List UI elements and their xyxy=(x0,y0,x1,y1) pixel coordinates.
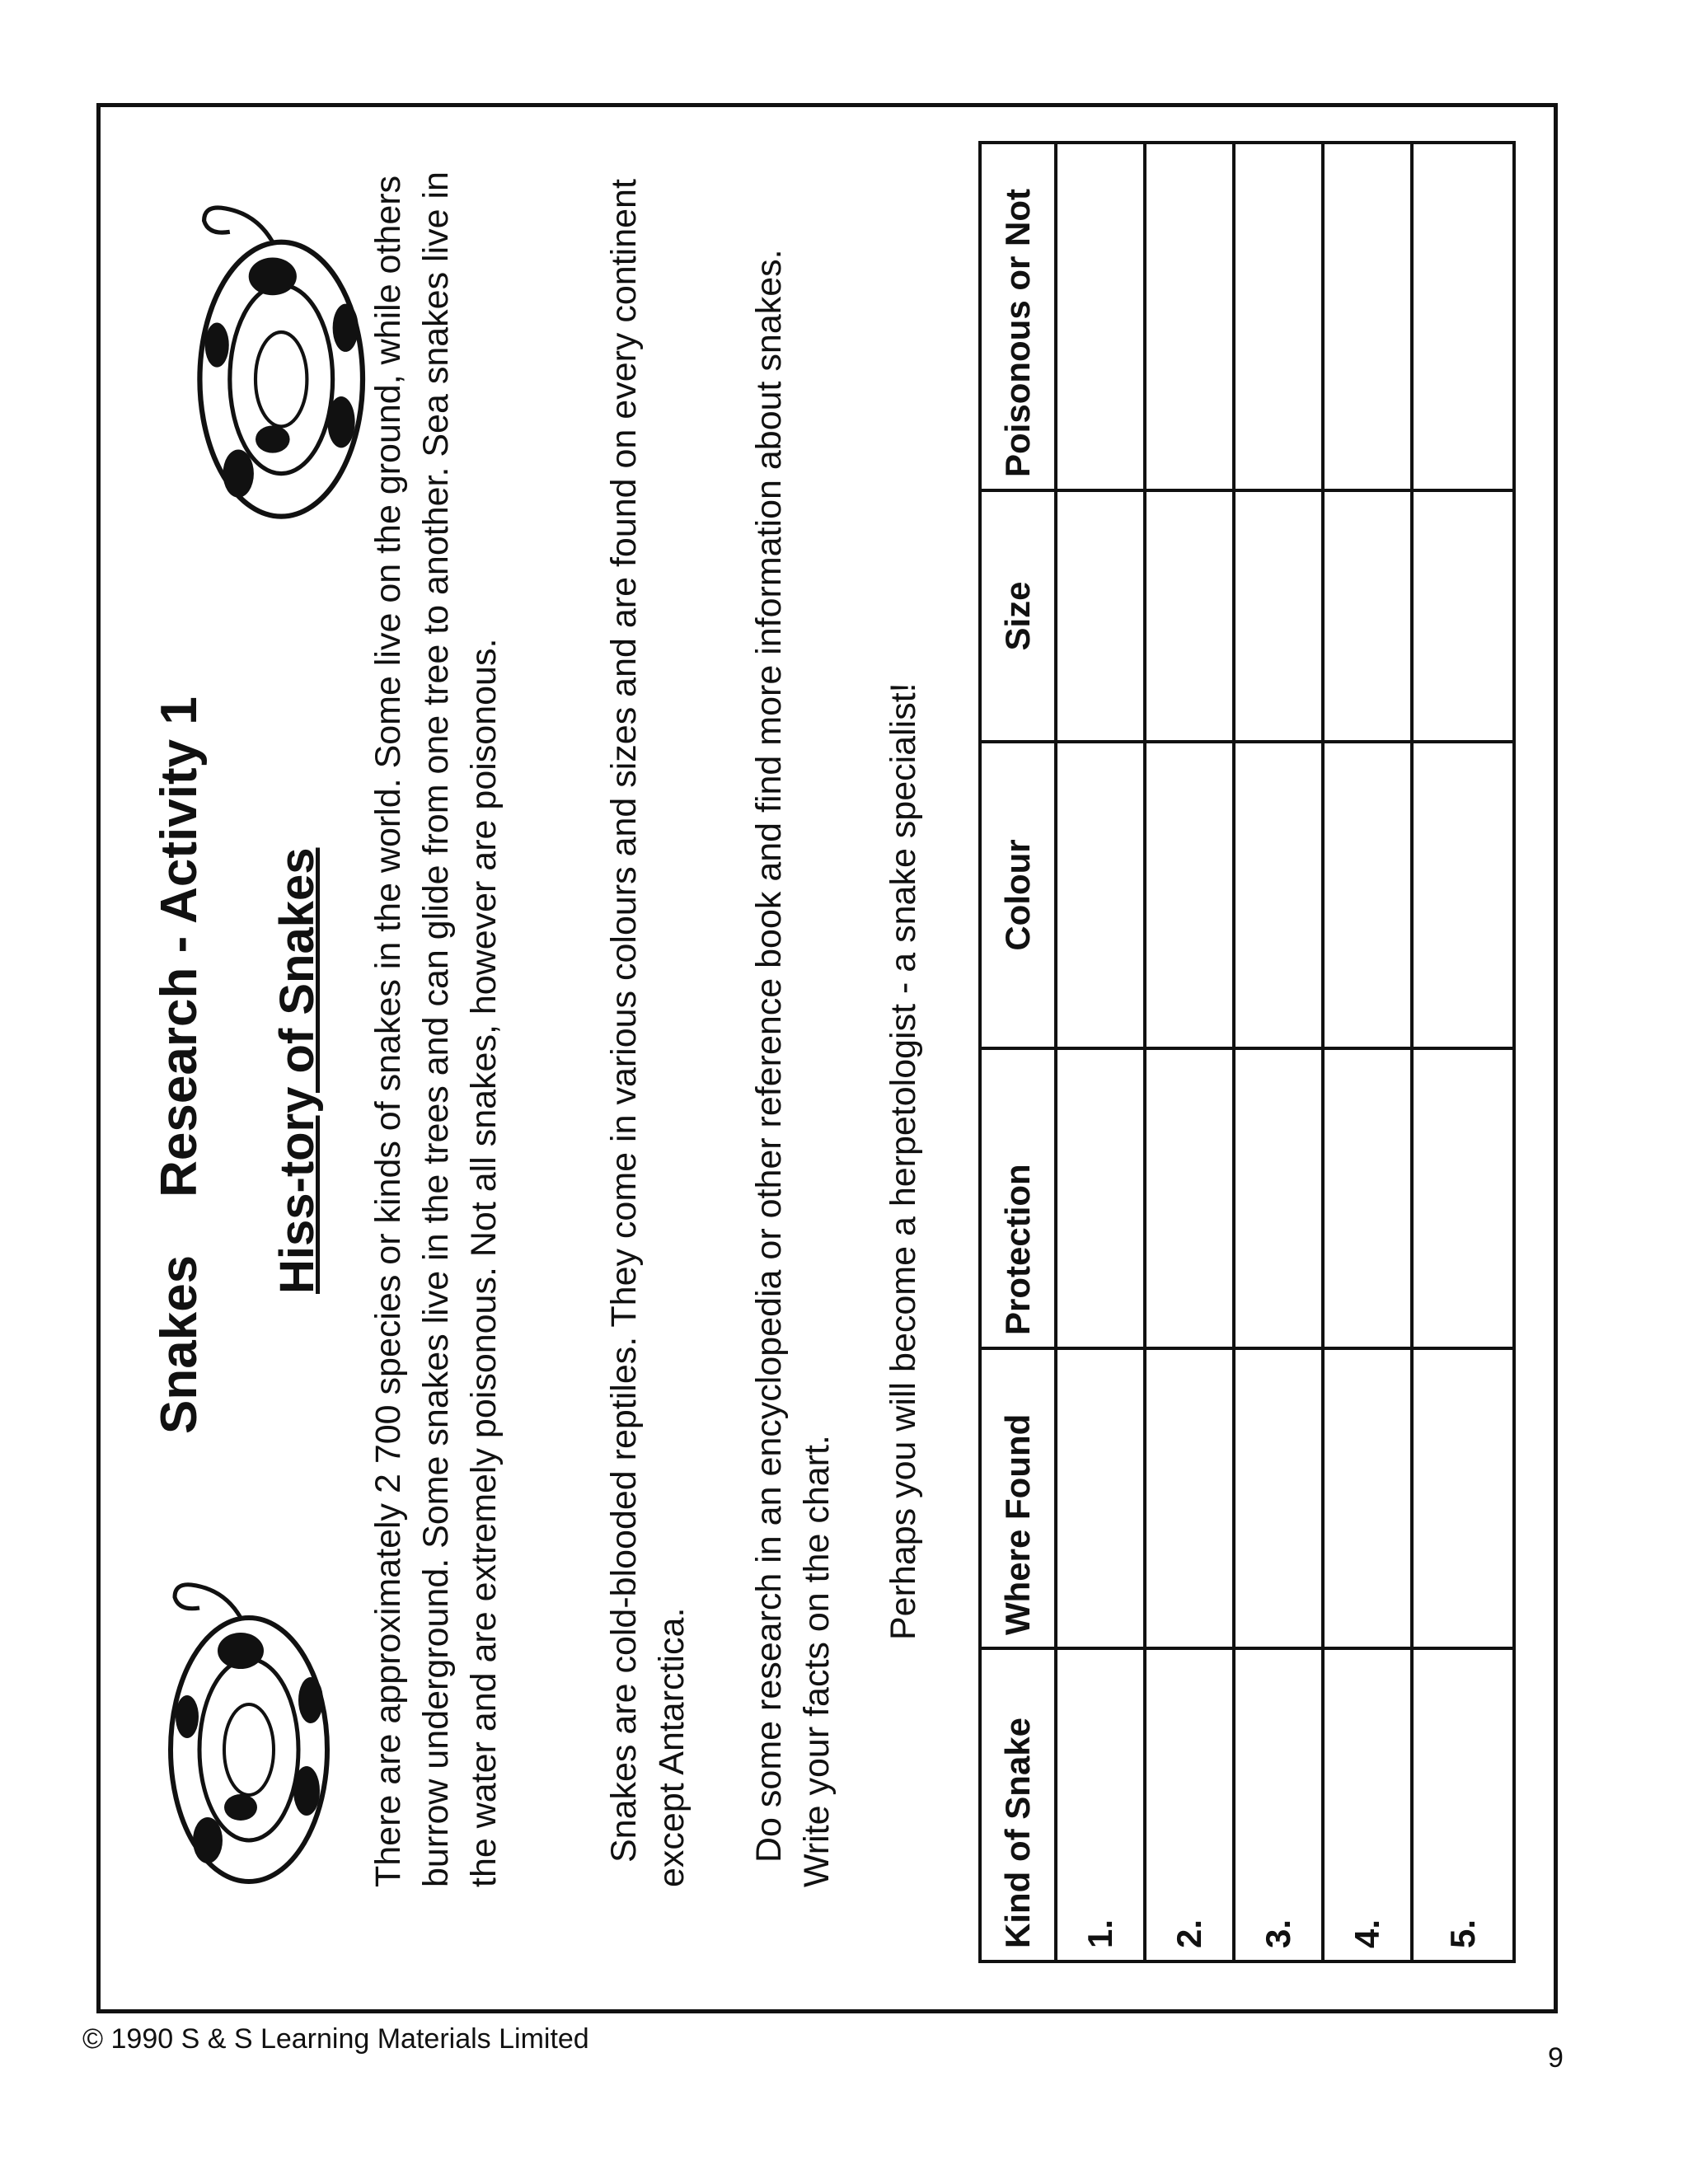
table-row xyxy=(1056,143,1145,1961)
cell[interactable] xyxy=(1234,1048,1323,1348)
header-where-found: Where Found xyxy=(980,1348,1056,1648)
table-header-row xyxy=(980,143,1056,1961)
cell[interactable] xyxy=(1145,1048,1234,1348)
row-number: 3. xyxy=(1234,1648,1323,1961)
header-kind: Kind of Snake xyxy=(980,1648,1056,1961)
cell[interactable] xyxy=(1412,742,1514,1048)
cell[interactable] xyxy=(1145,143,1234,490)
cell[interactable] xyxy=(1323,143,1412,490)
intro-paragraph: There are approximately 2 700 species or kinds of snakes in the world. Some live on the ground, while others burrow underground. Some snakes live in the trees and can glide from one tree to another. Sea snakes live in the water and are extremely poisonous. Not all snakes, however are poisonous. xyxy=(368,171,504,1887)
title-activity: Research - Activity 1 xyxy=(151,696,208,1197)
research-chart xyxy=(978,141,1516,1963)
cell[interactable] xyxy=(1145,1348,1234,1648)
rotated-content xyxy=(101,107,1555,2011)
row-number: 5. xyxy=(1412,1648,1514,1961)
table-row xyxy=(1145,143,1234,1961)
header-poisonous: Poisonous or Not xyxy=(980,143,1056,490)
cell[interactable] xyxy=(1145,490,1234,742)
cell[interactable] xyxy=(1323,742,1412,1048)
snake-illustration-right xyxy=(170,198,384,552)
cell[interactable] xyxy=(1234,742,1323,1048)
instructions-paragraph: Do some research in an encyclopedia or other reference book and find more information about snakes. Write your facts on the chart. xyxy=(749,249,837,1887)
closing-line: Perhaps you will become a herpetologist - a snake specialist! xyxy=(884,682,923,1640)
cell[interactable] xyxy=(1412,490,1514,742)
cell[interactable] xyxy=(1056,143,1145,490)
row-number: 1. xyxy=(1056,1648,1145,1961)
cell[interactable] xyxy=(1056,490,1145,742)
table-row xyxy=(1412,143,1514,1961)
cell[interactable] xyxy=(1234,1348,1323,1648)
cell[interactable] xyxy=(1323,1348,1412,1648)
cell[interactable] xyxy=(1234,490,1323,742)
cell[interactable] xyxy=(1056,742,1145,1048)
cell[interactable] xyxy=(1234,143,1323,490)
row-number: 4. xyxy=(1323,1648,1412,1961)
table-row xyxy=(1323,143,1412,1961)
page-number: 9 xyxy=(1548,2042,1564,2074)
cell[interactable] xyxy=(1412,1048,1514,1348)
header-size: Size xyxy=(980,490,1056,742)
reptiles-paragraph: Snakes are cold-blooded reptiles. They come in various colours and sizes and are found on every continent except Antarctica. xyxy=(604,179,692,1887)
title-subject: Snakes xyxy=(151,1254,208,1434)
table-row xyxy=(1234,143,1323,1961)
cell[interactable] xyxy=(1056,1348,1145,1648)
cell[interactable] xyxy=(1323,1048,1412,1348)
cell[interactable] xyxy=(1056,1048,1145,1348)
row-number: 2. xyxy=(1145,1648,1234,1961)
cell[interactable] xyxy=(1412,143,1514,490)
page-title xyxy=(150,639,209,1434)
copyright: © 1990 S & S Learning Materials Limited xyxy=(82,2023,589,2055)
subtitle: Hiss-tory of Snakes xyxy=(270,847,324,1294)
cell[interactable] xyxy=(1145,742,1234,1048)
cell[interactable] xyxy=(1412,1348,1514,1648)
worksheet-frame xyxy=(96,103,1558,2013)
header-protection: Protection xyxy=(980,1048,1056,1348)
header-colour: Colour xyxy=(980,742,1056,1048)
snake-illustration-left xyxy=(142,1577,348,1915)
cell[interactable] xyxy=(1323,490,1412,742)
